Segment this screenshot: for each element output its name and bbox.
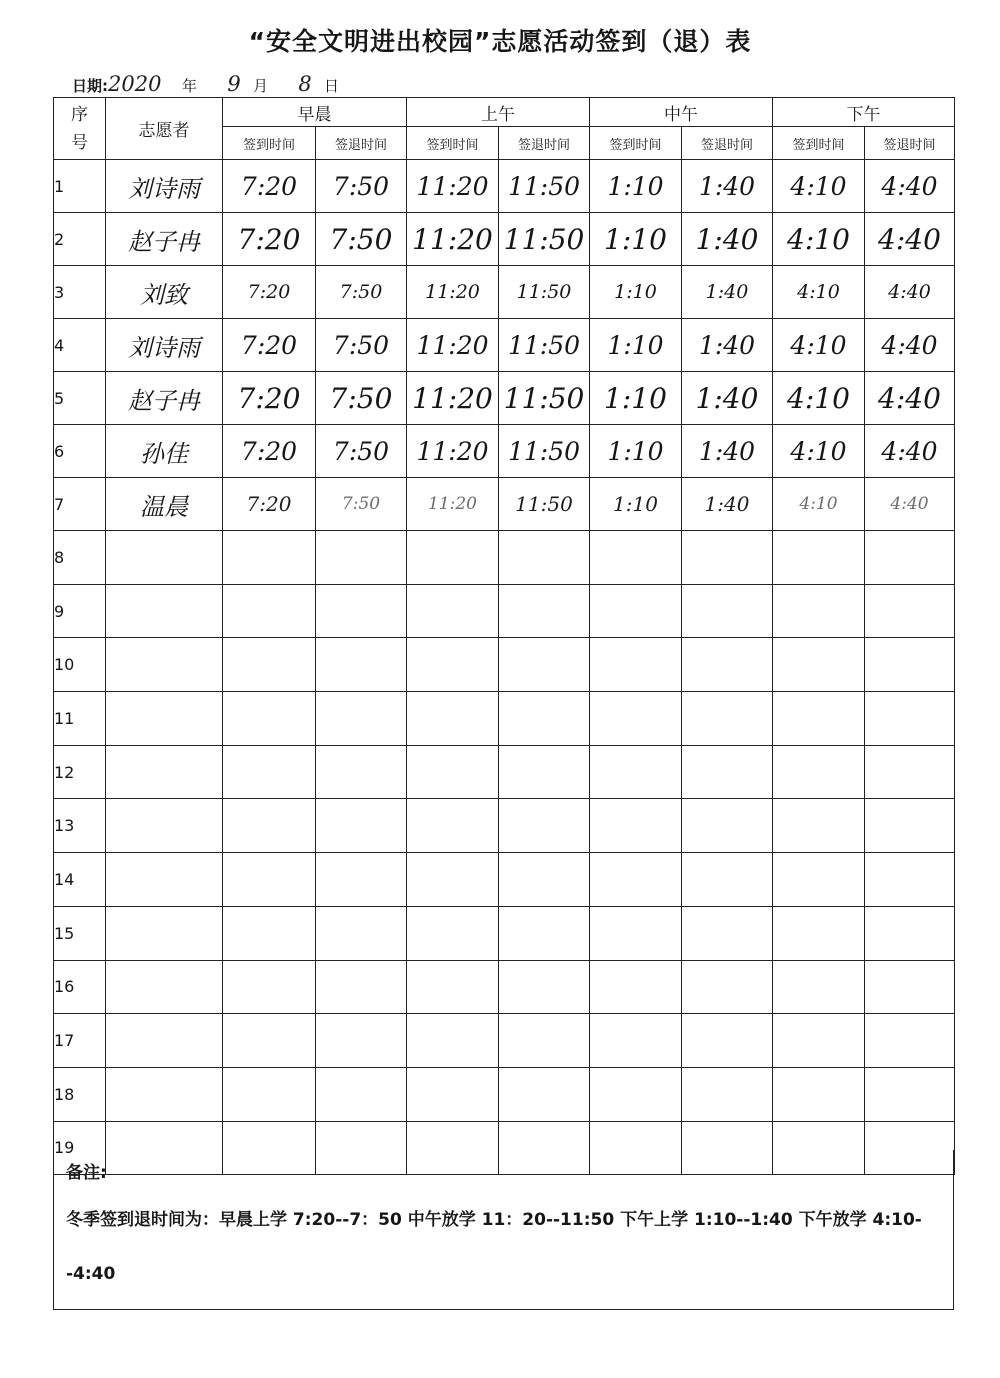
time-cell: 1:10	[590, 266, 682, 319]
time-cell: 11:20	[407, 425, 499, 478]
time-cell	[499, 692, 590, 746]
table-row	[54, 1067, 955, 1121]
time-cell	[865, 584, 955, 638]
time-cell	[316, 692, 407, 746]
time-cell	[316, 745, 407, 799]
table-row	[54, 584, 955, 638]
header-index: 序号	[54, 98, 106, 160]
time-cell	[407, 799, 499, 853]
table-row	[54, 372, 955, 425]
row-index: 5	[54, 372, 106, 425]
time-cell: 11:20	[407, 266, 499, 319]
time-cell	[499, 1067, 590, 1121]
row-index: 10	[54, 638, 106, 692]
time-cell	[499, 531, 590, 585]
time-cell	[773, 1014, 865, 1068]
time-cell	[865, 745, 955, 799]
time-cell	[407, 906, 499, 960]
time-cell	[865, 853, 955, 907]
time-cell: 7:20	[223, 478, 316, 531]
header-volunteer: 志愿者	[106, 98, 223, 160]
time-cell	[316, 906, 407, 960]
time-cell: 1:10	[590, 213, 682, 266]
time-cell: 7:50	[316, 160, 407, 213]
time-cell	[865, 960, 955, 1014]
time-cell	[773, 692, 865, 746]
time-cell	[316, 1014, 407, 1068]
time-cell	[773, 960, 865, 1014]
table-row	[54, 1014, 955, 1068]
time-cell: 7:50	[316, 425, 407, 478]
time-cell	[865, 799, 955, 853]
sign-in-table	[53, 97, 955, 1175]
volunteer-name	[106, 638, 223, 692]
volunteer-name	[106, 745, 223, 799]
time-cell	[499, 638, 590, 692]
table-row	[54, 266, 955, 319]
time-cell: 11:20	[407, 319, 499, 372]
row-index: 16	[54, 960, 106, 1014]
year-unit: 年	[182, 77, 198, 95]
time-cell	[682, 745, 773, 799]
date-label: 日期:	[72, 77, 108, 95]
time-cell	[865, 692, 955, 746]
time-cell	[865, 906, 955, 960]
time-cell	[223, 960, 316, 1014]
time-cell: 1:40	[682, 425, 773, 478]
time-cell: 11:20	[407, 478, 499, 531]
time-cell: 1:10	[590, 372, 682, 425]
volunteer-name	[106, 692, 223, 746]
row-index: 11	[54, 692, 106, 746]
time-cell: 1:10	[590, 425, 682, 478]
date-line	[72, 70, 339, 96]
time-cell: 4:10	[773, 319, 865, 372]
row-index: 19	[54, 1121, 106, 1175]
time-cell: 11:50	[499, 160, 590, 213]
volunteer-name: 赵子冉	[106, 372, 223, 425]
time-cell	[316, 531, 407, 585]
time-cell	[499, 1014, 590, 1068]
table-row	[54, 319, 955, 372]
volunteer-name	[106, 531, 223, 585]
time-cell: 4:10	[773, 266, 865, 319]
time-cell	[590, 638, 682, 692]
time-cell: 11:20	[407, 372, 499, 425]
time-cell	[682, 906, 773, 960]
form-title: “安全文明进出校园”志愿活动签到（退）表	[248, 27, 752, 56]
time-cell	[407, 960, 499, 1014]
time-cell	[682, 799, 773, 853]
volunteer-name: 赵子冉	[106, 213, 223, 266]
time-cell: 7:50	[316, 213, 407, 266]
time-cell	[316, 960, 407, 1014]
day-unit: 日	[324, 77, 340, 95]
time-cell	[223, 1067, 316, 1121]
header-sign-in: 签到时间	[773, 127, 865, 160]
notes-label: 备注:	[66, 1163, 107, 1183]
time-cell: 7:20	[223, 425, 316, 478]
notes-text: 冬季签到退时间为：早晨上学 7:20--7：50 中午放学 11：20--11:50 下午上学 1:10--1:40 下午放学 4:10--4:40	[66, 1210, 922, 1284]
row-index: 7	[54, 478, 106, 531]
row-index: 12	[54, 745, 106, 799]
volunteer-name	[106, 960, 223, 1014]
time-cell	[316, 1067, 407, 1121]
header-sign-out: 签退时间	[865, 127, 955, 160]
time-cell: 4:40	[865, 372, 955, 425]
time-cell	[407, 638, 499, 692]
time-cell	[223, 745, 316, 799]
time-cell	[407, 531, 499, 585]
volunteer-name: 刘诗雨	[106, 319, 223, 372]
time-cell: 4:10	[773, 213, 865, 266]
time-cell	[590, 799, 682, 853]
time-cell: 7:20	[223, 266, 316, 319]
time-cell	[316, 584, 407, 638]
time-cell	[407, 1014, 499, 1068]
time-cell	[682, 1014, 773, 1068]
table-row	[54, 638, 955, 692]
time-cell: 4:10	[773, 425, 865, 478]
time-cell: 4:10	[773, 478, 865, 531]
notes-section	[53, 1150, 954, 1310]
row-index: 13	[54, 799, 106, 853]
row-index: 8	[54, 531, 106, 585]
time-cell	[223, 799, 316, 853]
row-index: 6	[54, 425, 106, 478]
time-cell	[590, 692, 682, 746]
time-cell	[316, 638, 407, 692]
time-cell	[223, 531, 316, 585]
header-sign-out: 签退时间	[316, 127, 407, 160]
time-cell: 4:10	[773, 160, 865, 213]
time-cell: 4:40	[865, 266, 955, 319]
time-cell: 11:50	[499, 319, 590, 372]
volunteer-name: 孙佳	[106, 425, 223, 478]
row-index: 15	[54, 906, 106, 960]
time-cell: 7:20	[223, 319, 316, 372]
table-row	[54, 853, 955, 907]
time-cell	[499, 745, 590, 799]
table-row	[54, 213, 955, 266]
header-morning: 早晨	[223, 98, 407, 127]
time-cell: 4:40	[865, 425, 955, 478]
time-cell	[773, 853, 865, 907]
volunteer-name	[106, 584, 223, 638]
time-cell	[590, 1014, 682, 1068]
time-cell	[865, 1014, 955, 1068]
time-cell	[499, 584, 590, 638]
time-cell: 11:50	[499, 425, 590, 478]
time-cell	[590, 960, 682, 1014]
time-cell	[499, 960, 590, 1014]
time-cell	[682, 638, 773, 692]
time-cell: 1:40	[682, 319, 773, 372]
table-row	[54, 160, 955, 213]
volunteer-name: 刘致	[106, 266, 223, 319]
time-cell: 7:50	[316, 266, 407, 319]
time-cell: 4:40	[865, 319, 955, 372]
time-cell	[407, 692, 499, 746]
time-cell: 7:50	[316, 319, 407, 372]
month-unit: 月	[253, 77, 269, 95]
table-row	[54, 531, 955, 585]
row-index: 3	[54, 266, 106, 319]
time-cell: 4:40	[865, 213, 955, 266]
time-cell	[499, 853, 590, 907]
time-cell	[499, 906, 590, 960]
time-cell	[773, 584, 865, 638]
table-row	[54, 960, 955, 1014]
header-noon: 中午	[590, 98, 773, 127]
time-cell: 11:50	[499, 478, 590, 531]
time-cell	[223, 1014, 316, 1068]
time-cell	[590, 745, 682, 799]
time-cell	[407, 745, 499, 799]
time-cell	[865, 1067, 955, 1121]
volunteer-name: 刘诗雨	[106, 160, 223, 213]
time-cell	[590, 853, 682, 907]
time-cell: 7:20	[223, 372, 316, 425]
time-cell	[499, 799, 590, 853]
time-cell	[682, 853, 773, 907]
table-row	[54, 906, 955, 960]
header-forenoon: 上午	[407, 98, 590, 127]
time-cell	[682, 1067, 773, 1121]
time-cell	[773, 638, 865, 692]
time-cell: 1:40	[682, 160, 773, 213]
time-cell: 1:40	[682, 213, 773, 266]
volunteer-name	[106, 906, 223, 960]
header-sign-in: 签到时间	[223, 127, 316, 160]
time-cell	[407, 584, 499, 638]
time-cell: 4:40	[865, 160, 955, 213]
header-sign-in: 签到时间	[590, 127, 682, 160]
time-cell: 7:20	[223, 213, 316, 266]
table-row	[54, 799, 955, 853]
row-index: 18	[54, 1067, 106, 1121]
day-value: 8	[298, 72, 312, 96]
time-cell	[590, 1067, 682, 1121]
time-cell	[223, 692, 316, 746]
time-cell	[590, 584, 682, 638]
volunteer-name: 温晨	[106, 478, 223, 531]
time-cell	[773, 745, 865, 799]
time-cell: 7:50	[316, 372, 407, 425]
volunteer-name	[106, 799, 223, 853]
time-cell	[682, 692, 773, 746]
time-cell: 11:20	[407, 213, 499, 266]
time-cell: 11:50	[499, 213, 590, 266]
row-index: 14	[54, 853, 106, 907]
row-index: 17	[54, 1014, 106, 1068]
time-cell	[773, 799, 865, 853]
time-cell	[682, 960, 773, 1014]
volunteer-name	[106, 1067, 223, 1121]
time-cell: 1:40	[682, 372, 773, 425]
row-index: 4	[54, 319, 106, 372]
time-cell	[590, 906, 682, 960]
time-cell	[590, 531, 682, 585]
time-cell	[316, 799, 407, 853]
table-row	[54, 478, 955, 531]
table-row	[54, 745, 955, 799]
row-index: 9	[54, 584, 106, 638]
time-cell	[223, 853, 316, 907]
row-index: 2	[54, 213, 106, 266]
time-cell: 4:10	[773, 372, 865, 425]
volunteer-name	[106, 853, 223, 907]
header-sign-in: 签到时间	[407, 127, 499, 160]
table-row	[54, 692, 955, 746]
time-cell: 1:10	[590, 319, 682, 372]
time-cell	[316, 853, 407, 907]
time-cell	[223, 906, 316, 960]
time-cell	[865, 638, 955, 692]
time-cell: 4:40	[865, 478, 955, 531]
time-cell	[407, 853, 499, 907]
row-index: 1	[54, 160, 106, 213]
time-cell: 11:50	[499, 266, 590, 319]
header-sign-out: 签退时间	[499, 127, 590, 160]
header-sign-out: 签退时间	[682, 127, 773, 160]
time-cell	[773, 906, 865, 960]
time-cell	[865, 531, 955, 585]
time-cell: 1:10	[590, 160, 682, 213]
time-cell	[773, 1067, 865, 1121]
table-row	[54, 425, 955, 478]
time-cell	[682, 531, 773, 585]
time-cell	[223, 584, 316, 638]
time-cell: 1:40	[682, 266, 773, 319]
time-cell: 7:50	[316, 478, 407, 531]
time-cell	[407, 1067, 499, 1121]
year-value: 2020	[108, 72, 162, 96]
time-cell: 11:20	[407, 160, 499, 213]
time-cell	[682, 584, 773, 638]
month-value: 9	[227, 72, 241, 96]
time-cell: 1:10	[590, 478, 682, 531]
volunteer-name	[106, 1014, 223, 1068]
time-cell: 11:50	[499, 372, 590, 425]
time-cell	[223, 638, 316, 692]
time-cell: 7:20	[223, 160, 316, 213]
header-afternoon: 下午	[773, 98, 955, 127]
time-cell: 1:40	[682, 478, 773, 531]
time-cell	[773, 531, 865, 585]
